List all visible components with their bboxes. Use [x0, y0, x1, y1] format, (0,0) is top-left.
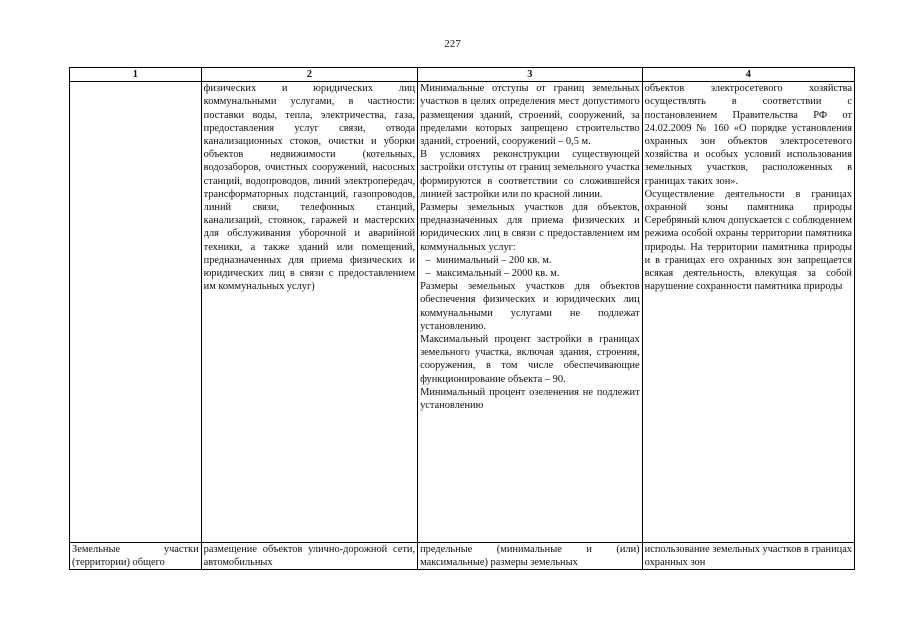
column-header-2: 2	[201, 68, 417, 82]
row1-col2-cell	[201, 82, 417, 543]
bullet-text: минимальный – 200 кв. м.	[436, 254, 552, 266]
row2-col4-text: использование земельных участков в границах охранных зон	[644, 544, 852, 569]
regulations-table	[69, 67, 855, 570]
row2-col2-cell	[201, 543, 417, 570]
row1-col4-text: объектов электросетевого хозяйства осуществлять в соответствии с постановлением Правительства РФ от 24.02.2009 № 160 «О порядке установления охранных зон объектов электросетевого хозяйства и особых условий использования земельных участков, расположенных в границах таких зон». Осуществление деятельности в границах охранной зоны памятника природы Серебряный ключ допускается с соблюдением режима особой охраны территории памятника природы. На территории памятника природы и в границах его охранных зон запрещается всякая деятельность, влекущая за собой нарушение сохранности памятника природы	[644, 83, 852, 293]
row2-col2-text: размещение объектов улично-дорожной сети, автомобильных	[203, 544, 416, 569]
dash-marker: –	[425, 254, 431, 266]
column-header-1: 1	[70, 68, 202, 82]
dash-marker: –	[425, 268, 431, 280]
column-header-3: 3	[418, 68, 643, 82]
row1-col2-text: физических и юридических лиц коммунальными услугами, в частности: поставки воды, тепла, электричества, газа, предоставления услуг связи, отвода канализационных стоков, очистки и уборки объектов недвижимости (котельных, водозаборов, очистных сооружений, насосных станций, водопроводов, линий электропередач, трансформаторных подстанций, газопроводов, линий связи, телефонных станций, канализаций, стоянок, гаражей и мастерских для обслуживания уборочной и аварийной техники, а также зданий или помещений, предназначенных для приема физических и юридических лиц в связи с предоставлением им коммунальных услуг)	[203, 83, 416, 293]
table-header-row	[70, 68, 855, 82]
column-header-4: 4	[642, 68, 854, 82]
list-item	[420, 254, 640, 267]
list-item	[420, 267, 640, 280]
row2-col1-text: Земельные участки (территории) общего	[72, 544, 199, 569]
row1-col1-cell	[70, 82, 202, 543]
table-row	[70, 543, 855, 570]
row1-col3-cell	[418, 82, 643, 543]
bullet-text: максимальный – 2000 кв. м.	[436, 268, 560, 280]
row1-col3-text-part1: Минимальные отступы от границ земельных участков в целях определения мест допустимого размещения зданий, строений, сооружений, за пределами которых запрещено строительство зданий, строений, сооружений – 0,5 м. В условиях реконструкции существующей застройки отступы от границ земельного участка формируются в соответствии со сложившейся линией застройки или по красной линии. Размеры земельных участков для объектов, предназначенных для приема физических и юридических лиц в связи с предоставлением им коммунальных услуг:	[420, 83, 640, 253]
row1-col4-cell	[642, 82, 854, 543]
page-number: 227	[444, 38, 461, 50]
row2-col1-cell	[70, 543, 202, 570]
row1-col3-text-part2: Размеры земельных участков для объектов обеспечения физических и юридических лиц коммунальными услугами не подлежат установлению. Максимальный процент застройки в границах земельного участка, включая здания, строения, сооружения, в том числе обеспечивающие функционирование объекта – 90. Минимальный процент озеленения не подлежит установлению	[420, 281, 640, 412]
row2-col3-text: предельные (минимальные и (или) максимальные) размеры земельных	[420, 544, 640, 569]
row2-col3-cell	[418, 543, 643, 570]
table-row	[70, 82, 855, 543]
row2-col4-cell	[642, 543, 854, 570]
